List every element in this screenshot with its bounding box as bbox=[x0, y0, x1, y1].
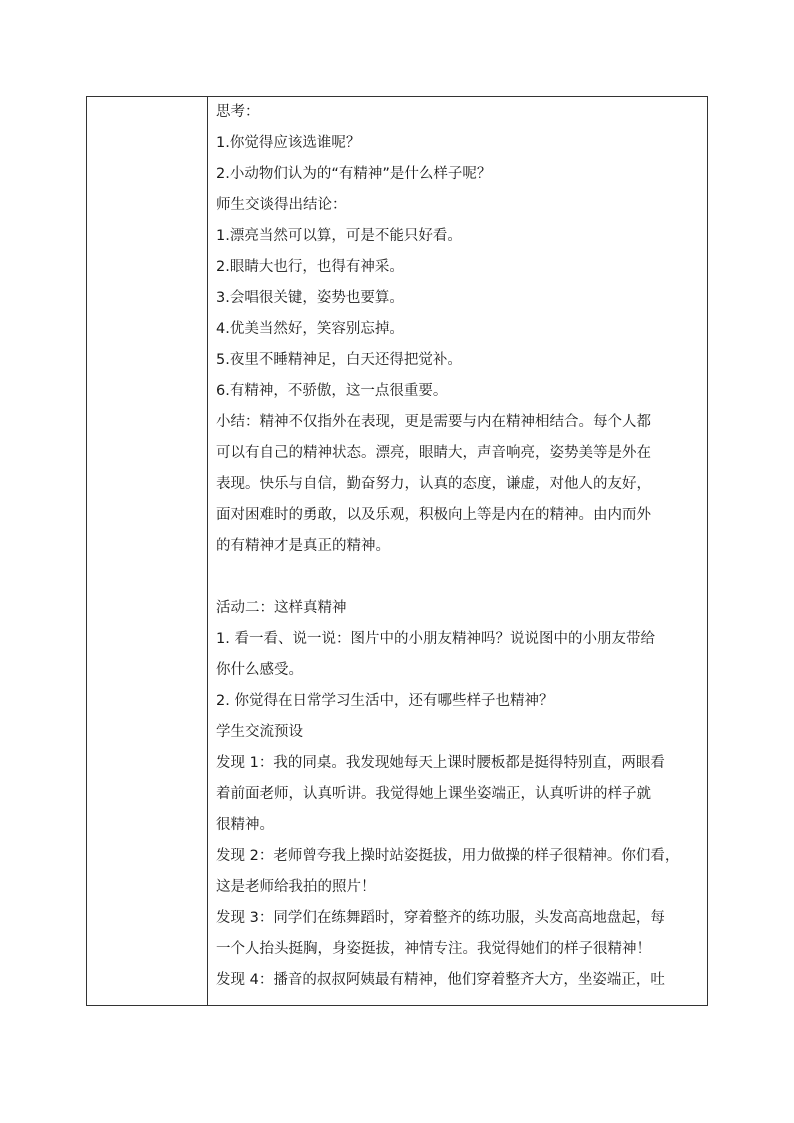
text-line: 5.夜里不睡精神足，白天还得把觉补。 bbox=[216, 352, 462, 368]
text-line: 2.小动物们认为的“有精神”是什么样子呢？ bbox=[216, 166, 492, 182]
text-line: 着前面老师，认真听讲。我觉得她上课坐姿端正，认真听讲的样子就 bbox=[216, 786, 651, 802]
text-line: 发现 3：同学们在练舞蹈时，穿着整齐的练功服，头发高高地盘起，每 bbox=[216, 910, 665, 926]
text-line: 你什么感受。 bbox=[216, 662, 303, 678]
text-line: 1.漂亮当然可以算，可是不能只好看。 bbox=[216, 228, 462, 244]
table-content-cell bbox=[208, 97, 707, 1005]
text-line: 4.优美当然好，笑容别忘掉。 bbox=[216, 321, 404, 337]
text-line: 1.你觉得应该选谁呢？ bbox=[216, 135, 361, 151]
text-line: 2. 你觉得在日常学习生活中，还有哪些样子也精神？ bbox=[216, 693, 554, 709]
text-line: 思考： bbox=[216, 104, 260, 120]
text-line: 1. 看一看、说一说：图片中的小朋友精神吗？说说图中的小朋友带给 bbox=[216, 631, 655, 647]
text-line: 2.眼睛大也行，也得有神采。 bbox=[216, 259, 404, 275]
text-line: 的有精神才是真正的精神。 bbox=[216, 538, 390, 554]
text-line: 发现 2：老师曾夸我上操时站姿挺拔，用力做操的样子很精神。你们看， bbox=[216, 848, 680, 864]
text-line: 发现 4：播音的叔叔阿姨最有精神，他们穿着整齐大方，坐姿端正，吐 bbox=[216, 972, 665, 988]
blank-line bbox=[216, 562, 704, 593]
text-line: 小结：精神不仅指外在表现，更是需要与内在精神相结合。每个人都 bbox=[216, 414, 651, 430]
text-line: 一个人抬头挺胸，身姿挺拔，神情专注。我觉得她们的样子很精神！ bbox=[216, 941, 651, 957]
text-line: 发现 1：我的同桌。我发现她每天上课时腰板都是挺得特别直，两眼看 bbox=[216, 755, 665, 771]
text-line: 这是老师给我拍的照片！ bbox=[216, 879, 376, 895]
text-line: 很精神。 bbox=[216, 817, 274, 833]
table-left-cell bbox=[87, 97, 208, 1005]
lesson-table bbox=[86, 96, 708, 1006]
text-line: 师生交谈得出结论： bbox=[216, 197, 347, 213]
content-lines bbox=[216, 97, 704, 996]
text-line: 3.会唱很关键，姿势也要算。 bbox=[216, 290, 404, 306]
text-line: 学生交流预设 bbox=[216, 724, 303, 740]
text-line: 面对困难时的勇敢，以及乐观，积极向上等是内在的精神。由内而外 bbox=[216, 507, 651, 523]
text-line: 6.有精神，不骄傲，这一点很重要。 bbox=[216, 383, 448, 399]
text-line: 表现。快乐与自信，勤奋努力，认真的态度，谦虚，对他人的友好， bbox=[216, 476, 651, 492]
text-line: 活动二：这样真精神 bbox=[216, 600, 347, 616]
text-line: 可以有自己的精神状态。漂亮，眼睛大，声音响亮，姿势美等是外在 bbox=[216, 445, 651, 461]
